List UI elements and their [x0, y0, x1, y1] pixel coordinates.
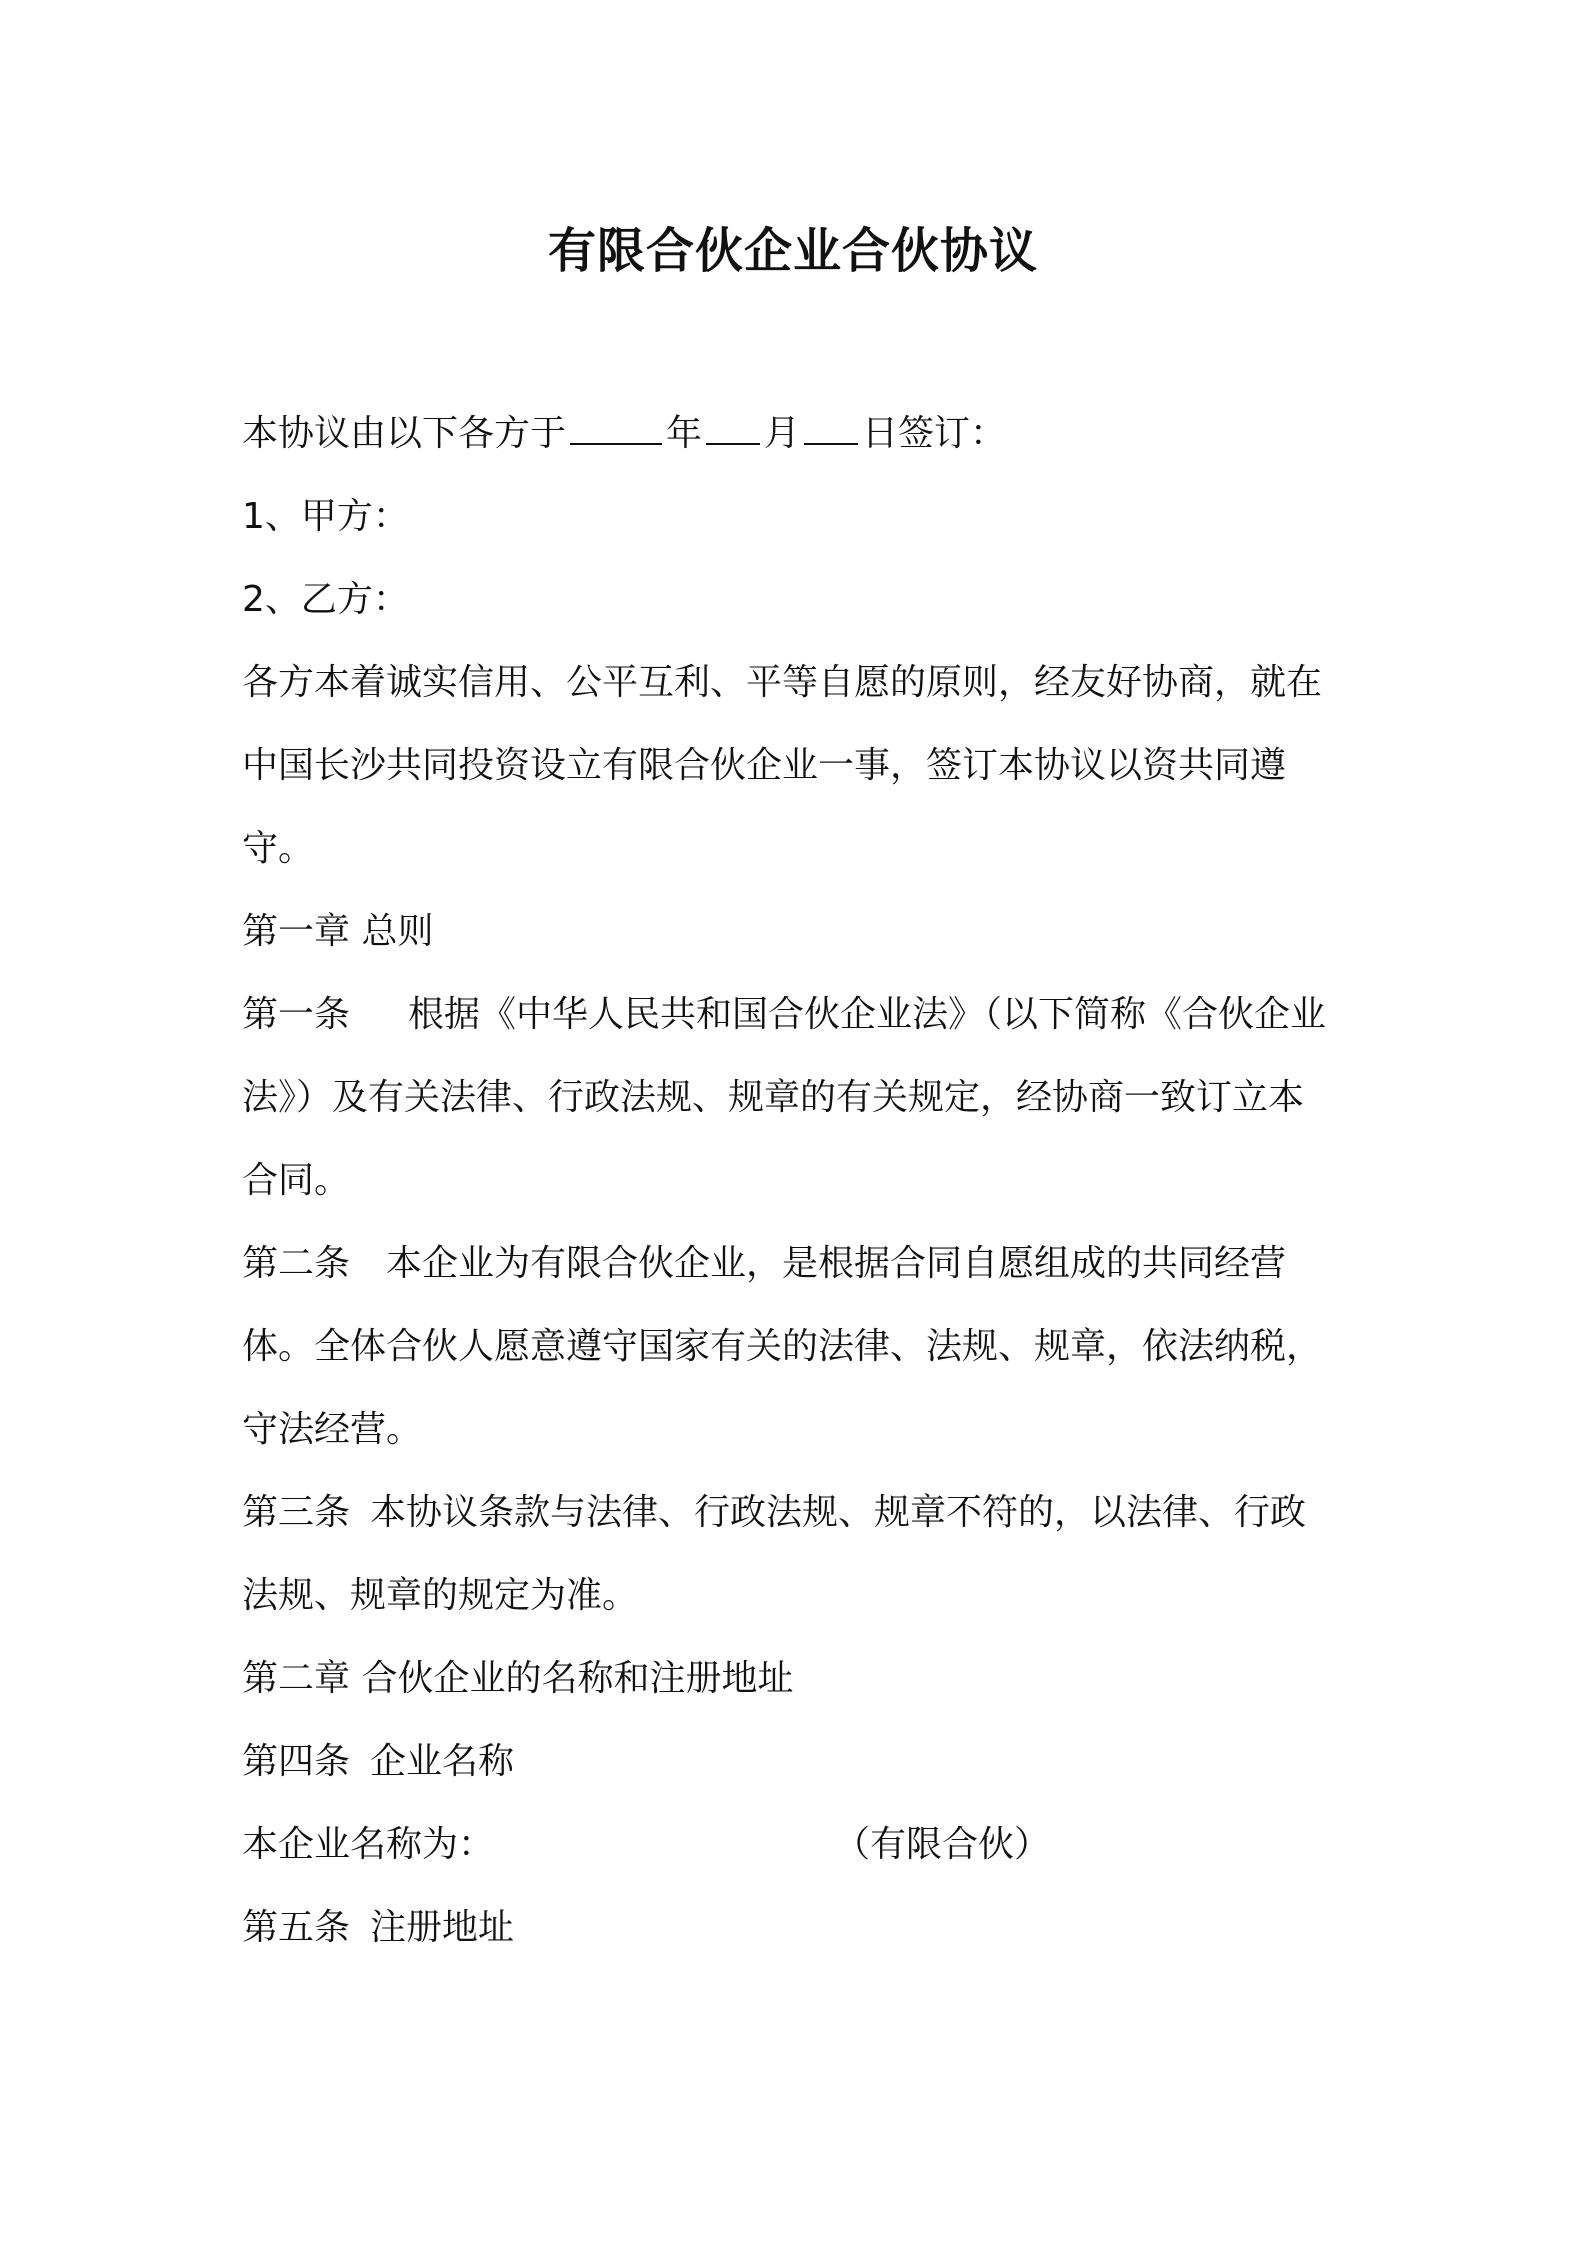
intro-month-label: 月	[764, 413, 801, 454]
month-blank	[706, 413, 760, 445]
article-2-text-1: 本企业为有限合伙企业，是根据合同自愿组成的共同经营	[386, 1243, 1287, 1284]
article-3-line-2: 法规、规章的规定为准。	[242, 1575, 639, 1616]
article-4-line	[242, 1720, 1362, 1803]
chapter-1-title: 总则	[361, 911, 434, 952]
intro-prefix: 本协议由以下各方于	[242, 413, 567, 454]
article-3-label: 第三条	[242, 1492, 351, 1533]
year-blank	[570, 413, 662, 445]
article-5-title: 注册地址	[370, 1907, 515, 1948]
article-2-label: 第二条	[242, 1243, 351, 1284]
company-name-suffix: （有限合伙）	[834, 1824, 1051, 1865]
article-2-line-1	[242, 1222, 1362, 1305]
article-1-label: 第一条	[242, 994, 351, 1035]
article-4-label: 第四条	[242, 1741, 351, 1782]
intro-suffix: 日签订：	[862, 413, 1007, 454]
article-1-line-2: 法》）及有关法律、行政法规、规章的有关规定，经协商一致订立本	[242, 1077, 1305, 1118]
article-2-line-2: 体。全体合伙人愿意遵守国家有关的法律、法规、规章，依法纳税，	[242, 1326, 1323, 1367]
article-3-text-1: 本协议条款与法律、行政法规、规章不符的，以法律、行政	[370, 1492, 1307, 1533]
preamble-line-3: 守。	[242, 828, 315, 869]
article-5-line	[242, 1886, 1362, 1969]
article-2-line-3: 守法经营。	[242, 1409, 423, 1450]
article-3-line-1	[242, 1471, 1362, 1554]
preamble-line-2: 中国长沙共同投资设立有限合伙企业一事，签订本协议以资共同遵	[242, 745, 1287, 786]
intro-line	[242, 392, 1362, 475]
chapter-2-heading	[242, 1637, 1362, 1720]
preamble-line-1: 各方本着诚实信用、公平互利、平等自愿的原则，经友好协商，就在	[242, 662, 1323, 703]
party-a-line: 1、甲方：	[242, 496, 409, 537]
chapter-2-label: 第二章	[242, 1658, 351, 1699]
chapter-1-heading	[242, 890, 1362, 973]
company-name-line	[242, 1803, 1362, 1886]
document-body	[242, 392, 1362, 1969]
article-1-text-1: 根据《中华人民共和国合伙企业法》（以下简称《合伙企业	[408, 994, 1327, 1035]
company-name-label: 本企业名称为：	[242, 1824, 495, 1865]
article-1-line-1	[242, 973, 1362, 1056]
day-blank	[804, 413, 858, 445]
document-title: 有限合伙企业合伙协议	[547, 223, 1038, 279]
chapter-1-label: 第一章	[242, 911, 351, 952]
party-b-line: 2、乙方：	[242, 579, 409, 620]
intro-year-label: 年	[666, 413, 703, 454]
article-1-line-3: 合同。	[242, 1160, 351, 1201]
article-5-label: 第五条	[242, 1907, 351, 1948]
chapter-2-title: 合伙企业的名称和注册地址	[361, 1658, 794, 1699]
article-4-title: 企业名称	[370, 1741, 515, 1782]
